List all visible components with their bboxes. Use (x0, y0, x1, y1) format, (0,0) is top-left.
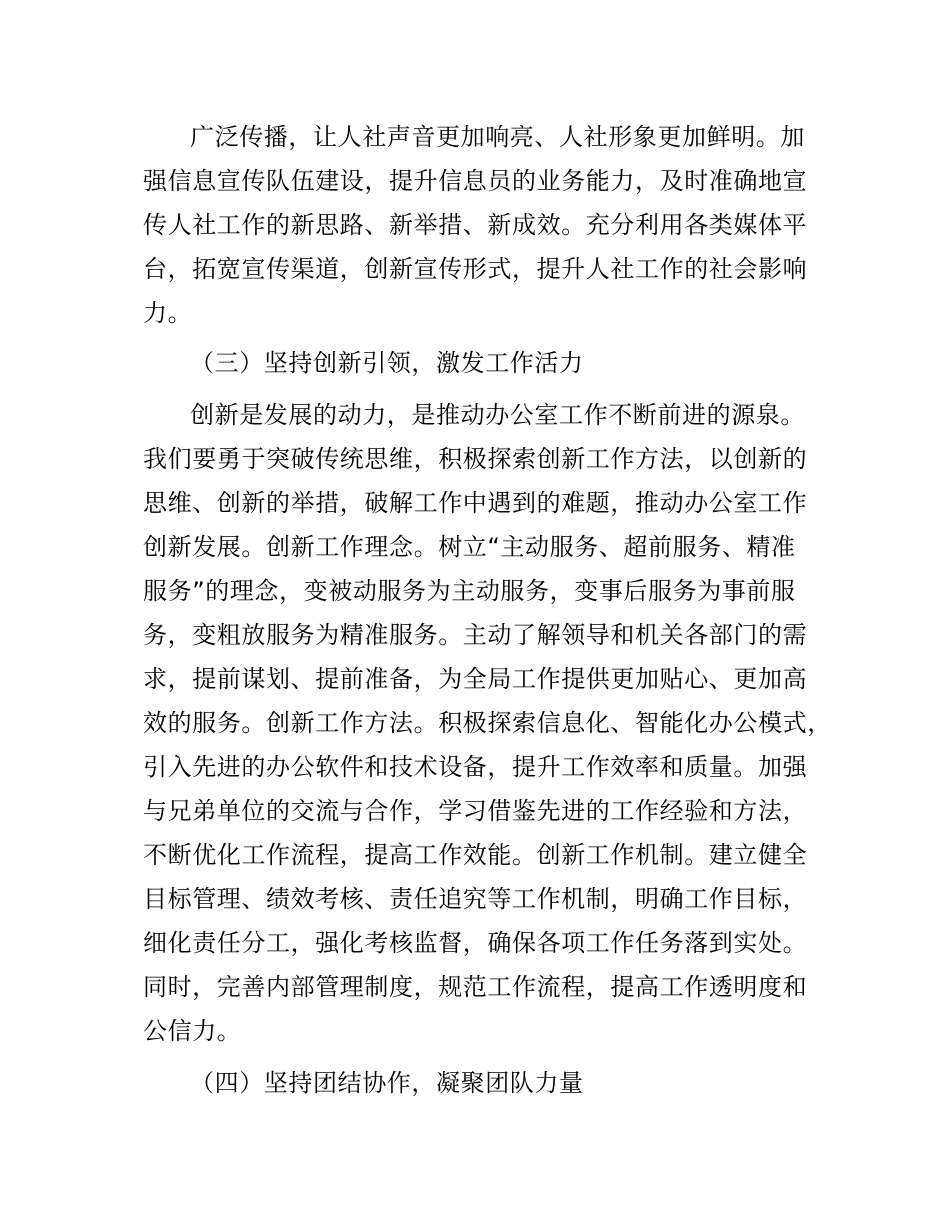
paragraph-line: 不断优化工作流程，提高工作效能。创新工作机制。建立健全 (143, 841, 808, 869)
section-heading: （三）坚持创新引领，激发工作活力 (190, 349, 584, 377)
paragraph-line: 我们要勇于突破传统思维，积极探索创新工作方法，以创新的 (143, 445, 808, 473)
paragraph-line: 传人社工作的新思路、新举措、新成效。充分利用各类媒体平 (143, 211, 808, 239)
paragraph-line: 创新是发展的动力，是推动办公室工作不断前进的源泉。 (190, 401, 805, 429)
paragraph-line: 目标管理、绩效考核、责任追究等工作机制，明确工作目标， (143, 885, 808, 913)
paragraph-line: 台，拓宽宣传渠道，创新宣传形式，提升人社工作的社会影响 (143, 255, 808, 283)
paragraph-line: 务，变粗放服务为精准服务。主动了解领导和机关各部门的需 (143, 621, 808, 649)
paragraph-line: 创新发展。创新工作理念。树立“主动服务、超前服务、精准 (143, 533, 796, 561)
paragraph-line: 引入先进的办公软件和技术设备，提升工作效率和质量。加强 (143, 753, 808, 781)
paragraph-line: 细化责任分工，强化考核监督，确保各项工作任务落到实处。 (143, 929, 808, 957)
paragraph-line: 广泛传播，让人社声音更加响亮、人社形象更加鲜明。加 (190, 123, 805, 151)
paragraph-line: 强信息宣传队伍建设，提升信息员的业务能力，及时准确地宣 (143, 167, 808, 195)
section-heading: （四）坚持团结协作，凝聚团队力量 (190, 1069, 584, 1097)
paragraph-line: 效的服务。创新工作方法。积极探索信息化、智能化办公模式， (143, 709, 832, 737)
paragraph-line: 与兄弟单位的交流与合作，学习借鉴先进的工作经验和方法， (143, 797, 808, 825)
paragraph-line: 同时，完善内部管理制度，规范工作流程，提高工作透明度和 (143, 973, 808, 1001)
paragraph-line: 力。 (143, 299, 193, 327)
paragraph-line: 求，提前谋划、提前准备，为全局工作提供更加贴心、更加高 (143, 665, 808, 693)
paragraph-line: 服务”的理念，变被动服务为主动服务，变事后服务为事前服 (143, 577, 796, 605)
paragraph-line: 公信力。 (143, 1017, 242, 1045)
paragraph-line: 思维、创新的举措，破解工作中遇到的难题，推动办公室工作 (143, 489, 808, 517)
